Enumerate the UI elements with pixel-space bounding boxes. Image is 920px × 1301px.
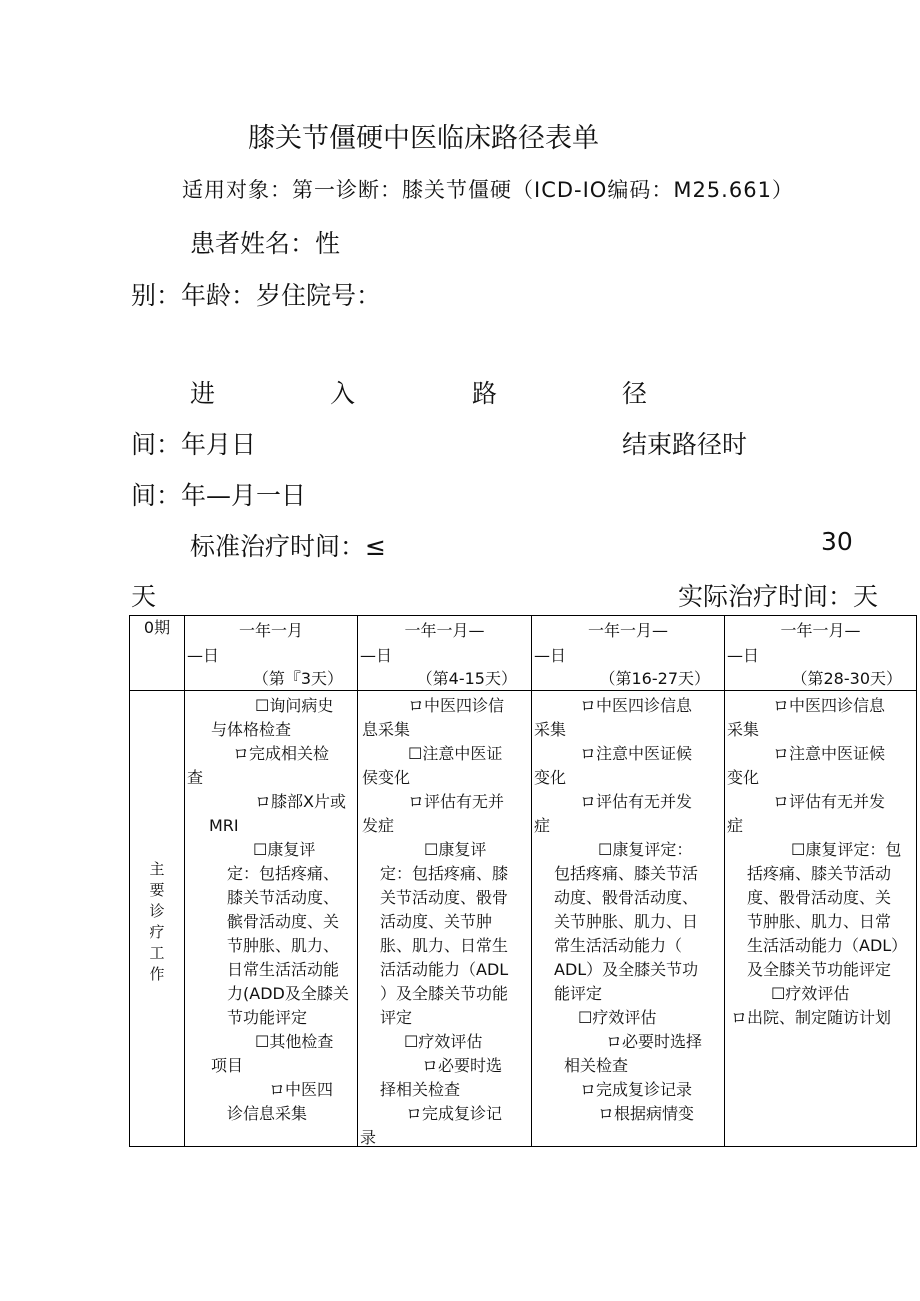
work-item-line: ☐注意中医证 — [408, 744, 503, 763]
work-item-line: ロ中医四 — [269, 1080, 334, 1099]
work-item-line: 诊信息采集 — [227, 1104, 308, 1123]
period-range: （第28-30天） — [791, 669, 902, 688]
work-item-line: 关节肿胀、肌力、日 — [554, 912, 699, 931]
work-item-line: 活动度、关节肿 — [380, 912, 493, 931]
work-item-line: 活活动能力（ADL — [380, 960, 509, 979]
work-item-line: ロ必要时选择 — [606, 1032, 703, 1051]
work-item-line: ロ完成复诊记录 — [580, 1080, 693, 1099]
enter-path-char-2: 入 — [330, 379, 356, 408]
work-item-line: ☐疗效评估 — [578, 1008, 657, 1027]
work-item-line: 侯变化 — [362, 768, 411, 787]
patient-name-line: 患者姓名：性 — [190, 229, 341, 258]
work-item-line: ロ根据病情变 — [598, 1104, 695, 1123]
work-item-line: ☐康复评 — [424, 840, 487, 859]
work-item-line: 变化 — [534, 768, 567, 787]
work-item-line: 采集 — [534, 720, 567, 739]
work-item-line: ロ出院、制定随访计划 — [731, 1008, 892, 1027]
period-header-4 — [725, 616, 917, 691]
work-label-char: 要 — [149, 881, 165, 899]
enter-path-char-4: 径 — [622, 379, 648, 408]
work-cell-2 — [358, 691, 532, 1147]
work-item-line: ☐康复评 — [253, 840, 316, 859]
work-item-line: ☐疗效评估 — [404, 1032, 483, 1051]
work-label-char: 作 — [149, 965, 165, 983]
date-day: —日 — [187, 646, 220, 665]
work-item-line: 力(ADD及全膝关 — [227, 984, 349, 1003]
work-item-line: 能评定 — [554, 984, 603, 1003]
enter-path-char-3: 路 — [472, 379, 498, 408]
main-work-label-cell — [130, 691, 185, 1147]
date-day: —日 — [727, 646, 760, 665]
work-item-line: 与体格检查 — [211, 720, 292, 739]
clinical-path-table — [129, 615, 917, 1147]
work-item-line: ロ完成复诊记 — [406, 1104, 503, 1123]
work-item-line: 节肿胀、肌力、 — [227, 936, 340, 955]
work-item-line: MRI — [209, 816, 239, 835]
enter-path-char-1: 进 — [190, 379, 216, 408]
work-item-line: ロ中医四诊信息 — [580, 696, 693, 715]
period-range: （第『3天） — [252, 669, 343, 688]
period-header-2 — [358, 616, 532, 691]
work-item-line: 包括疼痛、膝关节活 — [554, 864, 699, 883]
work-item-line: ロ评估有无并发 — [580, 792, 693, 811]
form-title: 膝关节僵硬中医临床路径表单 — [248, 123, 599, 154]
end-path-label: 结束路径时 — [622, 430, 748, 459]
work-item-line: ロ完成相关检 — [233, 744, 330, 763]
work-item-line: 相关检查 — [564, 1056, 629, 1075]
enter-time-line: 间：年月日 — [131, 430, 257, 459]
work-item-line: 项目 — [211, 1056, 244, 1075]
work-cell-4 — [725, 691, 917, 1147]
standard-time-label: 标准治疗时间：≤ — [190, 532, 386, 561]
work-item-line: 择相关检查 — [380, 1080, 461, 1099]
work-item-line: ロ中医四诊信 — [408, 696, 505, 715]
main-work-row — [130, 691, 917, 1147]
work-item-line: ☐康复评定：包 — [791, 840, 902, 859]
date-top: 一年一月 — [238, 621, 303, 640]
applicable-target-line: 适用对象：第一诊断：膝关节僵硬（ICD-IO编码：M25.661） — [182, 178, 794, 202]
work-cell-3 — [532, 691, 725, 1147]
work-item-line: 息采集 — [362, 720, 411, 739]
work-item-line: ロ评估有无并 — [408, 792, 505, 811]
work-item-line: ADL）及全膝关节功 — [554, 960, 699, 979]
work-item-line: 录 — [360, 1128, 377, 1147]
work-item-line: ☐疗效评估 — [771, 984, 850, 1003]
work-item-line: 度、骰骨活动度、关 — [747, 888, 892, 907]
work-item-line: 节功能评定 — [227, 1008, 308, 1027]
work-item-line: ロ评估有无并发 — [773, 792, 886, 811]
work-item-line: 及全膝关节功能评定 — [747, 960, 892, 979]
date-top: 一年一月— — [780, 621, 861, 640]
work-item-line: 括疼痛、膝关节活动 — [747, 864, 892, 883]
date-top: 一年一月— — [404, 621, 485, 640]
work-item-line: 变化 — [727, 768, 760, 787]
work-item-line: 生活活动能力（ADL） — [747, 936, 908, 955]
work-label-char: 疗 — [149, 923, 165, 941]
work-item-line: 髌骨活动度、关 — [227, 912, 340, 931]
work-item-line: ロ必要时选 — [422, 1056, 503, 1075]
period-header-3 — [532, 616, 725, 691]
work-item-line: 膝关节活动度、 — [227, 888, 340, 907]
standard-time-value: 30 — [821, 527, 853, 556]
work-item-line: 发症 — [362, 816, 395, 835]
work-item-line: 查 — [187, 768, 204, 787]
date-top: 一年一月— — [587, 621, 668, 640]
work-item-line: ☐其他检查 — [255, 1032, 334, 1051]
work-item-line: ☐询问病史 — [255, 696, 334, 715]
work-item-line: 评定 — [380, 1008, 413, 1027]
work-item-line: 节肿胀、肌力、日常 — [747, 912, 892, 931]
work-label-char: 主 — [149, 860, 165, 878]
actual-time-line: 实际治疗时间：天 — [678, 582, 879, 611]
work-item-line: ☐康复评定： — [598, 840, 693, 859]
work-item-line: 定：包括疼痛、 — [227, 864, 340, 883]
work-item-line: 采集 — [727, 720, 760, 739]
work-item-line: ロ膝部X片或 — [255, 792, 346, 811]
work-cell-1 — [185, 691, 358, 1147]
work-item-line: ロ中医四诊信息 — [773, 696, 886, 715]
date-day: —日 — [360, 646, 393, 665]
stage-label: 0期 — [130, 616, 185, 691]
work-item-line: 定：包括疼痛、膝 — [380, 864, 509, 883]
work-item-line: ）及全膝关节功能 — [380, 984, 509, 1003]
work-label-char: 工 — [149, 944, 165, 962]
main-work-label — [147, 859, 167, 985]
work-item-line: 日常生活活动能 — [227, 960, 340, 979]
period-range: （第16-27天） — [599, 669, 710, 688]
date-header-row — [130, 616, 917, 691]
day-unit: 天 — [131, 582, 157, 611]
date-day: —日 — [534, 646, 567, 665]
work-item-line: 症 — [727, 816, 744, 835]
work-item-line: ロ注意中医证候 — [580, 744, 693, 763]
work-item-line: 常生活活动能力（ — [554, 936, 683, 955]
period-header-1 — [185, 616, 358, 691]
work-label-char: 诊 — [149, 902, 165, 920]
work-item-line: 关节活动度、骰骨 — [380, 888, 509, 907]
work-item-line: 胀、肌力、日常生 — [380, 936, 509, 955]
patient-info-line: 别：年龄：岁住院号： — [131, 281, 382, 310]
work-item-line: 动度、骰骨活动度、 — [554, 888, 699, 907]
period-range: （第4-15天） — [416, 669, 517, 688]
work-item-line: ロ注意中医证候 — [773, 744, 886, 763]
end-time-line: 间：年—月一日 — [131, 481, 307, 510]
work-item-line: 症 — [534, 816, 551, 835]
